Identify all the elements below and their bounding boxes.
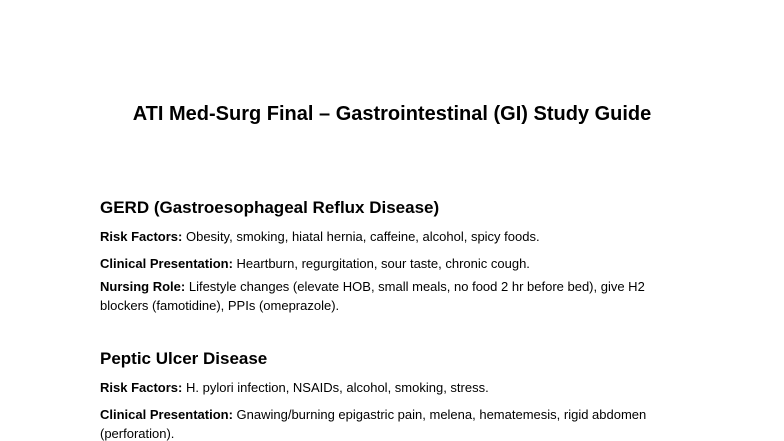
- entry-label: Nursing Role:: [100, 279, 186, 294]
- entry-label: Risk Factors:: [100, 380, 183, 395]
- document-title: ATI Med-Surg Final – Gastrointestinal (GI) Study Guide: [132, 103, 652, 125]
- gerd-clinical-presentation: [100, 254, 680, 273]
- gerd-nursing-role: [100, 277, 680, 315]
- entry-text: Heartburn, regurgitation, sour taste, chronic cough.: [232, 256, 530, 271]
- pud-risk-factors: [100, 378, 680, 397]
- gerd-risk-factors: [100, 227, 680, 246]
- entry-text: Gnawing/burning epigastric pain, melena, hematemesis, rigid abdomen (perforation).: [100, 407, 647, 441]
- entry-label: Clinical Presentation:: [100, 407, 233, 422]
- section-heading-peptic-ulcer: Peptic Ulcer Disease: [100, 349, 268, 368]
- entry-text: H. pylori infection, NSAIDs, alcohol, smoking, stress.: [182, 380, 489, 395]
- entry-label: Risk Factors:: [100, 229, 183, 244]
- entry-text: Lifestyle changes (elevate HOB, small meals, no food 2 hr before bed), give H2 blockers (famotidine), PPIs (omeprazole).: [100, 279, 645, 313]
- section-heading-gerd: GERD (Gastroesophageal Reflux Disease): [100, 198, 440, 217]
- pud-clinical-presentation: [100, 405, 680, 441]
- entry-label: Clinical Presentation:: [100, 256, 233, 271]
- entry-text: Obesity, smoking, hiatal hernia, caffeine, alcohol, spicy foods.: [182, 229, 540, 244]
